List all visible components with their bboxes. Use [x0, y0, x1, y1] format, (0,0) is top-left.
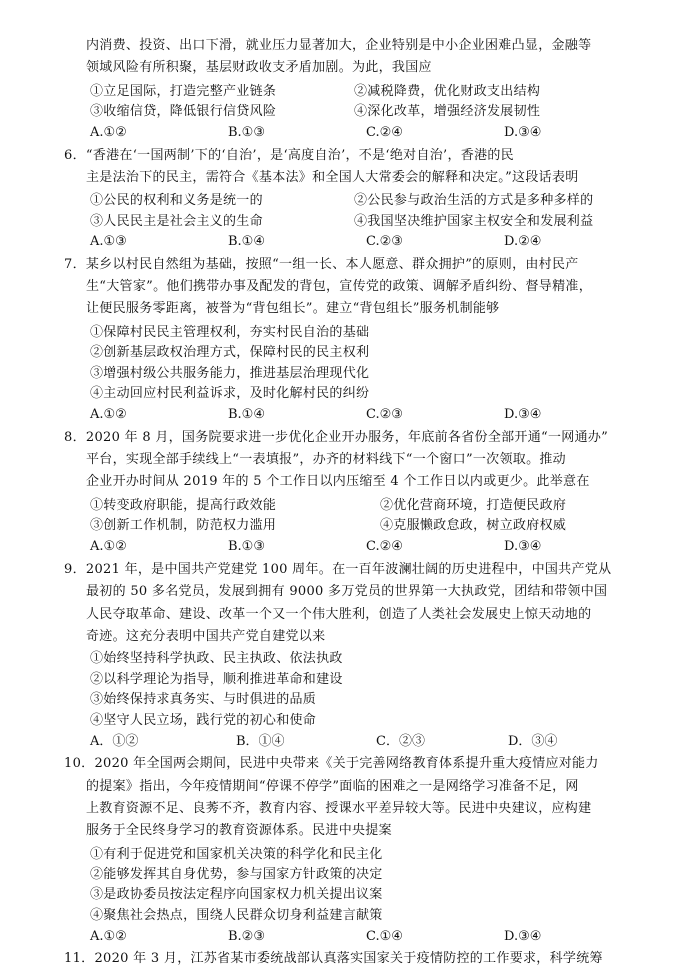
- q5-option-c: C.②④: [366, 125, 403, 140]
- q9-option-a: A．①②: [90, 734, 139, 749]
- q7-item-3: ③增强村级公共服务能力，推进基层治理现代化: [90, 366, 370, 381]
- q6-option-c: C.②③: [366, 234, 403, 249]
- q10-line-2: 的提案》指出，今年疫情期间“停课不停学”面临的困难之一是网络学习准备不足，网: [86, 779, 579, 794]
- q10-option-b: B.②③: [228, 929, 265, 944]
- q8-line-3: 企业开办时间从 2019 年的 5 个工作日以内压缩至 4 个工作日以内或更少。此举意在: [86, 474, 590, 489]
- q9-option-d: D．③④: [508, 734, 558, 749]
- q5-line-2: 领域风险有所积聚，基层财政收支矛盾加剧。为此，我国应: [86, 60, 432, 75]
- q10-option-a: A.①②: [90, 929, 127, 944]
- q10-item-4: ④聚焦社会热点，围绕人民群众切身利益建言献策: [90, 908, 383, 923]
- q6-item-2: ②公民参与政治生活的方式是多种多样的: [354, 193, 594, 208]
- q7-option-a: A.①②: [90, 407, 127, 422]
- q8-item-2: ②优化营商环境，打造便民政府: [380, 498, 567, 513]
- q8-item-3: ③创新工作机制，防范权力滥用: [90, 518, 277, 533]
- q5-option-d: D.③④: [504, 125, 542, 140]
- q7-option-b: B.①④: [228, 407, 265, 422]
- q7-line-1: 7．某乡以村民自然组为基础，按照“一组一长、本人愿意、群众拥护”的原则，由村民产: [64, 257, 579, 272]
- q10-item-1: ①有利于促进党和国家机关决策的科学化和民主化: [90, 847, 383, 862]
- q10-option-d: D.③④: [504, 929, 542, 944]
- q9-option-c: C．②③: [376, 734, 425, 749]
- q9-item-2: ②以科学理论为指导，顺利推进革命和建设: [90, 672, 343, 687]
- q6-item-1: ①公民的权利和义务是统一的: [90, 193, 263, 208]
- q9-line-2: 最初的 50 多名党员，发展到拥有 9000 多万党员的世界第一大执政党，团结和带领中国: [86, 584, 608, 599]
- q9-option-b: B．①④: [236, 734, 285, 749]
- q9-line-3: 人民夺取革命、建设、改革一个又一个伟大胜利，创造了人类社会发展史上惊天动地的: [86, 607, 592, 622]
- q7-item-1: ①保障村民民主管理权利，夯实村民自治的基础: [90, 325, 370, 340]
- q10-item-2: ②能够发挥其自身优势，参与国家方针政策的决定: [90, 867, 383, 882]
- q5-option-b: B.①③: [228, 125, 265, 140]
- q10-option-c: C.①④: [366, 929, 403, 944]
- q7-option-c: C.②③: [366, 407, 403, 422]
- q10-line-1: 10．2020 年全国两会期间，民进中央带来《关于完善网络教育体系提升重大疫情应对能力: [64, 756, 599, 771]
- q6-option-b: B.①④: [228, 234, 265, 249]
- q5-line-1: 内消费、投资、出口下滑，就业压力显著加大，企业特别是中小企业困难凸显，金融等: [86, 38, 592, 53]
- q9-item-3: ③始终保持求真务实、与时俱进的品质: [90, 692, 317, 707]
- q5-item-1: ①立足国际，打造完整产业链条: [90, 84, 277, 99]
- q7-line-2: 生“大管家”。他们携带办事及配发的背包，宣传党的政策、调解矛盾纠纷、督导精准，: [86, 279, 592, 294]
- q8-option-c: C.②④: [366, 539, 403, 554]
- q6-option-d: D.②④: [504, 234, 542, 249]
- q5-option-a: A.①②: [90, 125, 127, 140]
- q7-option-d: D.③④: [504, 407, 542, 422]
- q6-option-a: A.①③: [90, 234, 127, 249]
- q8-item-4: ④克服懒政怠政，树立政府权威: [380, 518, 567, 533]
- q10-line-3: 上教育资源不足、良莠不齐，教育内容、授课水平差异较大等。民进中央建议，应构建: [86, 801, 592, 816]
- q6-item-4: ④我国坚决维护国家主权安全和发展利益: [354, 214, 594, 229]
- q8-option-d: D.③④: [504, 539, 542, 554]
- q8-option-a: A.①②: [90, 539, 127, 554]
- q6-line-1: 6．“香港在‘一国两制’下的‘自治’，是‘高度自治’，不是‘绝对自治’，香港的民: [64, 148, 514, 163]
- q10-line-4: 服务于全民终身学习的教育资源体系。民进中央提案: [86, 823, 392, 838]
- q9-line-1: 9．2021 年，是中国共产党建党 100 周年。在一百年波澜壮阔的历史进程中，中国共产党从: [64, 562, 612, 577]
- q11-line-1: 11．2020 年 3 月，江苏省某市委统战部认真落实国家关于疫情防控的工作要求，科学统筹: [64, 951, 603, 966]
- q6-item-3: ③人民民主是社会主义的生命: [90, 214, 263, 229]
- q7-line-3: 让便民服务零距离，被誉为“背包组长”。建立“背包组长”服务机制能够: [86, 301, 500, 316]
- q7-item-4: ④主动回应村民利益诉求，及时化解村民的纠纷: [90, 386, 370, 401]
- q8-option-b: B.①③: [228, 539, 265, 554]
- q7-item-2: ②创新基层政权治理方式，保障村民的民主权利: [90, 345, 370, 360]
- q6-line-2: 主是法治下的民主，需符合《基本法》和全国人大常委会的解释和决定。”这段话表明: [86, 170, 579, 185]
- q8-item-1: ①转变政府职能，提高行政效能: [90, 498, 277, 513]
- q5-item-3: ③收缩信贷，降低银行信贷风险: [90, 104, 277, 119]
- q9-item-4: ④坚守人民立场，践行党的初心和使命: [90, 713, 317, 728]
- q9-line-4: 奇迹。这充分表明中国共产党自建党以来: [86, 629, 326, 644]
- q10-item-3: ③是政协委员按法定程序向国家权力机关提出议案: [90, 887, 383, 902]
- q8-line-2: 平台，实现全部手续线上“一表填报”，办齐的材料线下“一个窗口”一次领取。推动: [86, 452, 566, 467]
- q9-item-1: ①始终坚持科学执政、民主执政、依法执政: [90, 651, 343, 666]
- q5-item-4: ④深化改革，增强经济发展韧性: [354, 104, 541, 119]
- q5-item-2: ②减税降费，优化财政支出结构: [354, 84, 541, 99]
- q8-line-1: 8．2020 年 8 月，国务院要求进一步优化企业开办服务，年底前各省份全部开通“一网通办”: [64, 430, 609, 445]
